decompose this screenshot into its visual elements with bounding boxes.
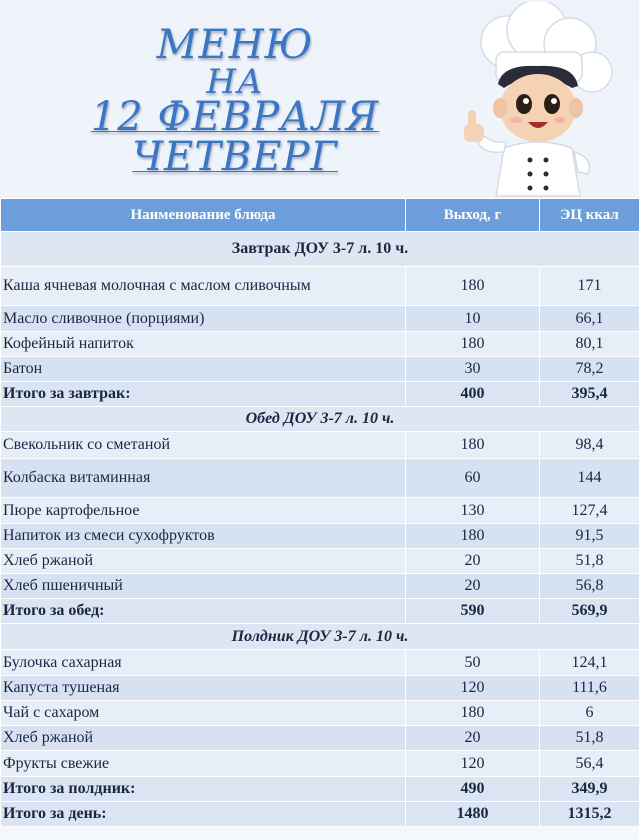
section-snack [1, 624, 639, 650]
table-row [1, 549, 639, 574]
dish-calories: 66,1 [540, 306, 639, 332]
dish-calories: 111,6 [540, 676, 639, 701]
total-yield: 490 [406, 777, 540, 802]
dish-name: Булочка сахарная [1, 650, 406, 676]
table-row [1, 701, 639, 726]
table-row [1, 574, 639, 599]
dish-yield: 120 [406, 676, 540, 701]
table-row [1, 524, 639, 549]
dish-name: Хлеб ржаной [1, 549, 406, 574]
dish-yield: 180 [406, 267, 540, 306]
section-title: Обед ДОУ 3-7 л. 10 ч. [1, 407, 639, 432]
section-title: Завтрак ДОУ 3-7 л. 10 ч. [1, 232, 639, 267]
total-calories: 1315,2 [540, 802, 639, 827]
chef-illustration [452, 2, 622, 198]
dish-yield: 10 [406, 306, 540, 332]
dish-yield: 180 [406, 701, 540, 726]
dish-yield: 20 [406, 549, 540, 574]
total-calories: 569,9 [540, 599, 639, 624]
dish-name: Фрукты свежие [1, 751, 406, 777]
column-dish-name: Наименование блюда [1, 199, 406, 232]
dish-name: Кофейный напиток [1, 332, 406, 357]
dish-name: Свекольник со сметаной [1, 432, 406, 459]
total-day [1, 802, 639, 827]
table-row [1, 432, 639, 459]
table-row [1, 306, 639, 332]
total-calories: 349,9 [540, 777, 639, 802]
total-label: Итого за обед: [1, 599, 406, 624]
dish-calories: 127,4 [540, 498, 639, 524]
table-row [1, 650, 639, 676]
dish-name: Каша ячневая молочная с маслом сливочным [1, 267, 406, 306]
dish-yield: 180 [406, 332, 540, 357]
table-row [1, 498, 639, 524]
menu-table [0, 198, 639, 827]
column-calories: ЭЦ ккал [540, 199, 639, 232]
dish-yield: 180 [406, 432, 540, 459]
dish-yield: 50 [406, 650, 540, 676]
dish-yield: 60 [406, 459, 540, 498]
title-date: 12 ФЕВРАЛЯ [90, 94, 380, 140]
total-label: Итого за день: [1, 802, 406, 827]
dish-yield: 180 [406, 524, 540, 549]
dish-calories: 91,5 [540, 524, 639, 549]
dish-yield: 130 [406, 498, 540, 524]
dish-calories: 56,8 [540, 574, 639, 599]
dish-yield: 20 [406, 726, 540, 751]
dish-name: Чай с сахаром [1, 701, 406, 726]
total-yield: 590 [406, 599, 540, 624]
table-row [1, 267, 639, 306]
dish-calories: 51,8 [540, 726, 639, 751]
section-lunch [1, 407, 639, 432]
dish-yield: 30 [406, 357, 540, 382]
menu-header [0, 0, 639, 198]
total-calories: 395,4 [540, 382, 639, 407]
dish-name: Хлеб пшеничный [1, 574, 406, 599]
total-yield: 400 [406, 382, 540, 407]
dish-name: Батон [1, 357, 406, 382]
dish-name: Колбаска витаминная [1, 459, 406, 498]
total-breakfast [1, 382, 639, 407]
table-row [1, 751, 639, 777]
dish-name: Капуста тушеная [1, 676, 406, 701]
dish-calories: 56,4 [540, 751, 639, 777]
total-label: Итого за полдник: [1, 777, 406, 802]
total-snack [1, 777, 639, 802]
title-weekday: ЧЕТВЕРГ [132, 134, 338, 180]
title-on: НА [206, 62, 264, 102]
section-breakfast [1, 232, 639, 267]
table-header-row [1, 199, 639, 232]
total-lunch [1, 599, 639, 624]
dish-calories: 51,8 [540, 549, 639, 574]
dish-calories: 78,2 [540, 357, 639, 382]
dish-calories: 6 [540, 701, 639, 726]
table-row [1, 357, 639, 382]
table-row [1, 332, 639, 357]
table-row [1, 726, 639, 751]
dish-name: Пюре картофельное [1, 498, 406, 524]
total-yield: 1480 [406, 802, 540, 827]
dish-yield: 120 [406, 751, 540, 777]
dish-calories: 80,1 [540, 332, 639, 357]
dish-calories: 124,1 [540, 650, 639, 676]
column-yield: Выход, г [406, 199, 540, 232]
title-menu: МЕНЮ [156, 22, 314, 68]
section-title: Полдник ДОУ 3-7 л. 10 ч. [1, 624, 639, 650]
total-label: Итого за завтрак: [1, 382, 406, 407]
dish-calories: 171 [540, 267, 639, 306]
table-row [1, 459, 639, 498]
dish-name: Напиток из смеси сухофруктов [1, 524, 406, 549]
dish-yield: 20 [406, 574, 540, 599]
dish-calories: 98,4 [540, 432, 639, 459]
dish-name: Масло сливочное (порциями) [1, 306, 406, 332]
dish-calories: 144 [540, 459, 639, 498]
dish-name: Хлеб ржаной [1, 726, 406, 751]
table-row [1, 676, 639, 701]
